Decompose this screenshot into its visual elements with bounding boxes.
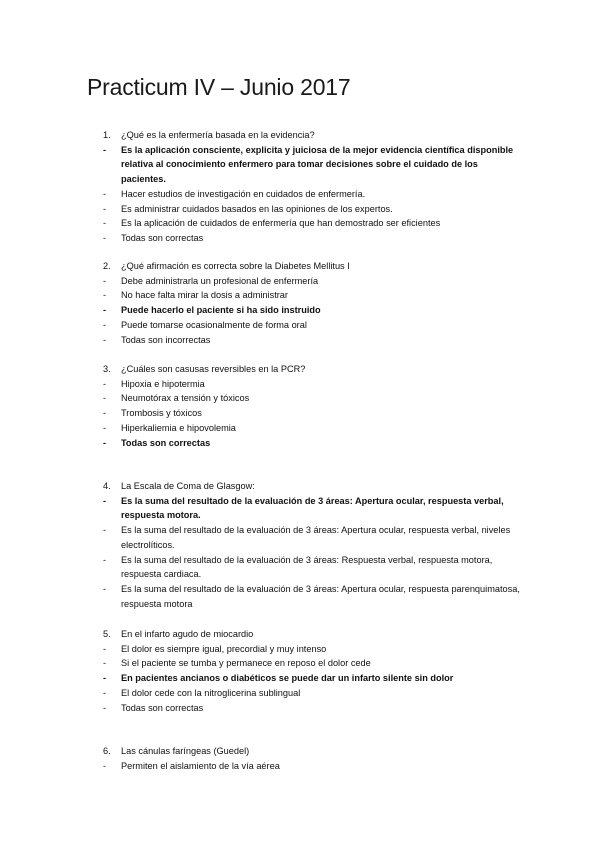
answer-option: - Es la aplicación consciente, explicita y juiciosa de la mejor evidencia científica disponible relativa al conocimiento enfermero para tomar decisiones sobre el cuidado de los pacientes.: [103, 143, 523, 187]
answer-option: - En pacientes ancianos o diabéticos se puede dar un infarto silente sin dolor: [103, 673, 454, 684]
answer-option-text: Es la suma del resultado de la evaluación de 3 áreas: Apertura ocular, respuesta verbal, respuesta motora.: [121, 495, 504, 521]
answer-option: - Es administrar cuidados basados en las opiniones de los expertos.: [103, 203, 393, 214]
answer-option: - Es la suma del resultado de la evaluación de 3 áreas: Apertura ocular, respuesta parenquimatosa, respuesta motora: [103, 582, 523, 611]
answer-option-text: En pacientes ancianos o diabéticos se puede dar un infarto silente sin dolor: [121, 673, 454, 684]
question-number: 6.: [103, 746, 111, 756]
question-header: [103, 362, 523, 377]
answer-option-text: No hace falta mirar la dosis a administrar: [121, 290, 288, 301]
answer-option-text: Es la aplicación de cuidados de enfermería que han demostrado ser eficientes: [121, 218, 441, 229]
question-header: [103, 259, 523, 274]
question-number: 3.: [103, 364, 111, 374]
question-text: ¿Cuáles son casusas reversibles en la PCR?: [121, 364, 306, 374]
answer-option-text: Puede hacerlo el paciente si ha sido instruido: [121, 305, 321, 316]
answer-option-text: Neumotórax a tensión y tóxicos: [121, 393, 250, 404]
answer-option: - Puede hacerlo el paciente si ha sido instruido: [103, 305, 321, 316]
question-text: ¿Qué afirmación es correcta sobre la Diabetes Mellitus I: [121, 261, 350, 271]
question-header: [103, 128, 523, 143]
answer-option: - Todas son correctas: [103, 702, 204, 713]
question-1: [103, 128, 523, 246]
answer-option: - Puede tomarse ocasionalmente de forma oral: [103, 319, 307, 330]
answer-option-text: Es la suma del resultado de la evaluación de 3 áreas: Respuesta verbal, respuesta motora, respuesta cardiaca.: [121, 554, 493, 580]
question-text: ¿Qué es la enfermería basada en la evidencia?: [121, 130, 315, 140]
question-number: 1.: [103, 130, 111, 140]
answer-option-text: Si el paciente se tumba y permanece en reposo el dolor cede: [121, 658, 371, 669]
question-4: [103, 479, 523, 611]
answer-option-text: Hiperkaliemia e hipovolemia: [121, 422, 236, 433]
answer-option-text: Todas son correctas: [121, 702, 204, 713]
answer-option: - Hacer estudios de investigación en cuidados de enfermería.: [103, 188, 366, 199]
answer-option: - Trombosis y tóxicos: [103, 408, 202, 419]
question-6: [103, 744, 523, 773]
question-header: [103, 479, 523, 494]
question-3: [103, 362, 523, 450]
answer-option: - El dolor es siempre igual, precordial y muy intenso: [103, 643, 327, 654]
question-5: [103, 627, 523, 715]
question-text: Las cánulas faríngeas (Guedel): [121, 746, 250, 756]
answer-option: - Hiperkaliemia e hipovolemia: [103, 422, 236, 433]
answer-option: - Todas son correctas: [103, 232, 204, 243]
question-number: 5.: [103, 629, 111, 639]
answer-option: - Neumotórax a tensión y tóxicos: [103, 393, 250, 404]
answer-option-text: Hacer estudios de investigación en cuidados de enfermería.: [121, 188, 366, 199]
answer-option: - Todas son incorrectas: [103, 334, 211, 345]
question-header: [103, 627, 523, 642]
answer-option-text: Trombosis y tóxicos: [121, 408, 202, 419]
answer-option: - Si el paciente se tumba y permanece en reposo el dolor cede: [103, 658, 371, 669]
answer-option-text: Todas son correctas: [121, 232, 204, 243]
question-text: La Escala de Coma de Glasgow:: [121, 481, 255, 491]
question-number: 2.: [103, 261, 111, 271]
answer-option: - Todas son correctas: [103, 437, 211, 448]
answer-option-text: Es administrar cuidados basados en las opiniones de los expertos.: [121, 203, 393, 214]
answer-option-text: Debe administrarla un profesional de enfermería: [121, 275, 319, 286]
question-header: [103, 744, 523, 759]
answer-option-text: Es la aplicación consciente, explicita y juiciosa de la mejor evidencia científica disponible relativa al conocimiento enfermero para tomar decisiones sobre el cuidado de los pacientes.: [121, 144, 514, 185]
page-title: Practicum IV – Junio 2017: [87, 74, 351, 100]
answer-option-text: Es la suma del resultado de la evaluación de 3 áreas: Apertura ocular, respuesta verbal, niveles electrolíticos.: [121, 525, 511, 550]
answer-option: - Debe administrarla un profesional de enfermería: [103, 275, 319, 286]
answer-option: - El dolor cede con la nitroglicerina sublingual: [103, 687, 301, 698]
answer-option-text: Es la suma del resultado de la evaluación de 3 áreas: Apertura ocular, respuesta parenquimatosa, respuesta motora: [121, 583, 520, 609]
answer-option: - Es la aplicación de cuidados de enfermería que han demostrado ser eficientes: [103, 218, 441, 229]
answer-option-text: Hipoxia e hipotermia: [121, 378, 205, 389]
question-number: 4.: [103, 481, 111, 491]
answer-option-text: Permiten el aislamiento de la vía aérea: [121, 760, 280, 771]
question-2: [103, 259, 523, 347]
answer-option: - Es la suma del resultado de la evaluación de 3 áreas: Apertura ocular, respuesta verbal, niveles electrolíticos.: [103, 523, 523, 552]
answer-option: - Hipoxia e hipotermia: [103, 378, 205, 389]
question-text: En el infarto agudo de miocardio: [121, 629, 254, 639]
answer-option: - Permiten el aislamiento de la vía aérea: [103, 760, 280, 771]
answer-option-text: Todas son correctas: [121, 437, 211, 448]
answer-option: - No hace falta mirar la dosis a administrar: [103, 290, 288, 301]
answer-option-text: El dolor cede con la nitroglicerina sublingual: [121, 687, 301, 698]
answer-option-text: Todas son incorrectas: [121, 334, 211, 345]
answer-option-text: Puede tomarse ocasionalmente de forma oral: [121, 319, 307, 330]
answer-option: - Es la suma del resultado de la evaluación de 3 áreas: Respuesta verbal, respuesta motora, respuesta cardiaca.: [103, 553, 523, 582]
answer-option: - Es la suma del resultado de la evaluación de 3 áreas: Apertura ocular, respuesta verbal, respuesta motora.: [103, 494, 523, 523]
answer-option-text: El dolor es siempre igual, precordial y muy intenso: [121, 643, 327, 654]
